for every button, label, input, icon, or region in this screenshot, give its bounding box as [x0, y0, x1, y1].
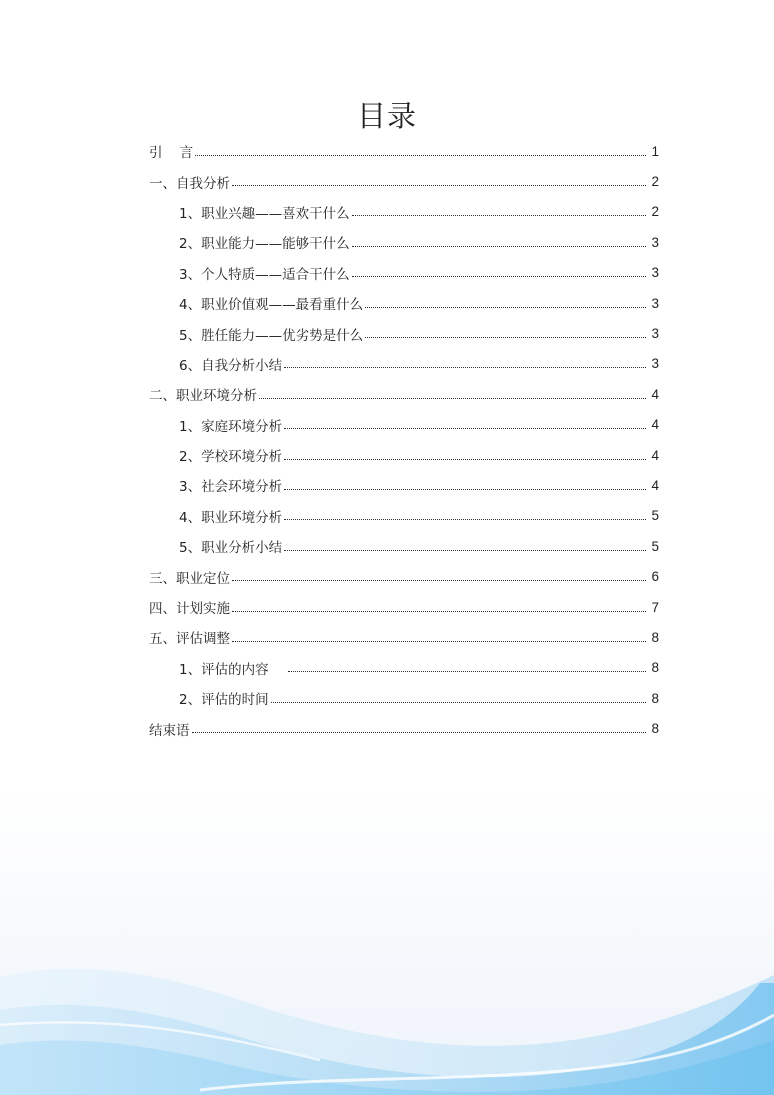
toc-entry-society[interactable] [149, 470, 659, 500]
dot-leader [271, 692, 646, 703]
dot-leader [284, 418, 646, 429]
toc-entry-label: 五、评估调整 [149, 631, 230, 648]
dot-leader [284, 357, 646, 368]
toc-entry-label: 二、职业环境分析 [149, 388, 257, 405]
toc-entry-eval-time[interactable] [149, 683, 659, 713]
dot-leader [195, 145, 646, 156]
decorative-wave [0, 955, 774, 1095]
table-of-contents [149, 136, 659, 744]
dot-leader [284, 509, 646, 520]
dot-leader [365, 297, 646, 308]
toc-entry-label: 5、职业分析小结 [179, 540, 283, 557]
toc-entry-competency[interactable] [149, 318, 659, 348]
toc-entry-school[interactable] [149, 440, 659, 470]
toc-entry-page: 7 [651, 599, 659, 615]
toc-entry-label: 1、评估的内容 [179, 661, 286, 678]
toc-entry-label: 5、胜任能力——优劣势是什么 [179, 327, 364, 344]
dot-leader [352, 236, 646, 247]
toc-entry-page: 6 [651, 569, 659, 585]
dot-leader [284, 479, 646, 490]
toc-entry-page: 8 [651, 690, 659, 706]
toc-entry-page: 4 [651, 477, 659, 493]
toc-entry-intro[interactable] [149, 136, 659, 166]
toc-entry-label: 结束语 [149, 722, 190, 739]
toc-entry-page: 5 [651, 538, 659, 554]
toc-entry-interest[interactable] [149, 197, 659, 227]
dot-leader [284, 449, 646, 460]
toc-entry-label: 2、职业能力——能够干什么 [179, 236, 350, 253]
toc-entry-eval-content[interactable] [149, 653, 659, 683]
toc-entry-page: 3 [651, 326, 659, 342]
toc-entry-label: 2、评估的时间 [179, 692, 269, 709]
toc-entry-page: 2 [651, 204, 659, 220]
toc-entry-page: 3 [651, 234, 659, 250]
toc-entry-label: 6、自我分析小结 [179, 357, 283, 374]
toc-entry-self-analysis[interactable] [149, 166, 659, 196]
dot-leader [365, 327, 646, 338]
toc-entry-values[interactable] [149, 288, 659, 318]
toc-entry-label: 3、社会环境分析 [179, 479, 283, 496]
toc-entry-label: 四、计划实施 [149, 601, 230, 618]
toc-entry-page: 8 [651, 660, 659, 676]
toc-entry-plan[interactable] [149, 592, 659, 622]
toc-entry-page: 3 [651, 265, 659, 281]
toc-entry-conclusion[interactable] [149, 713, 659, 743]
toc-entry-label: 引 言 [149, 145, 194, 162]
toc-entry-traits[interactable] [149, 258, 659, 288]
dot-leader [232, 175, 646, 186]
dot-leader [232, 570, 646, 581]
toc-entry-environment[interactable] [149, 379, 659, 409]
toc-entry-page: 3 [651, 356, 659, 372]
dot-leader [232, 631, 646, 642]
dot-leader [259, 388, 646, 399]
dot-leader [288, 661, 646, 672]
toc-entry-positioning[interactable] [149, 561, 659, 591]
toc-entry-label: 2、学校环境分析 [179, 449, 283, 466]
toc-entry-page: 5 [651, 508, 659, 524]
toc-entry-page: 3 [651, 295, 659, 311]
dot-leader [232, 601, 646, 612]
toc-entry-page: 4 [651, 417, 659, 433]
toc-entry-label: 1、职业兴趣——喜欢干什么 [179, 205, 350, 222]
toc-entry-page: 4 [651, 447, 659, 463]
dot-leader [192, 722, 647, 733]
toc-entry-label: 3、个人特质——适合干什么 [179, 266, 350, 283]
toc-entry-evaluation[interactable] [149, 622, 659, 652]
toc-entry-ability[interactable] [149, 227, 659, 257]
toc-entry-career-summary[interactable] [149, 531, 659, 561]
toc-entry-label: 三、职业定位 [149, 570, 230, 587]
toc-entry-label: 一、自我分析 [149, 175, 230, 192]
toc-entry-label: 4、职业价值观——最看重什么 [179, 297, 364, 314]
dot-leader [352, 205, 646, 216]
toc-entry-page: 8 [651, 629, 659, 645]
toc-entry-label: 4、职业环境分析 [179, 509, 283, 526]
toc-entry-career-env[interactable] [149, 501, 659, 531]
toc-entry-page: 4 [651, 386, 659, 402]
toc-entry-label: 1、家庭环境分析 [179, 418, 283, 435]
toc-entry-self-summary[interactable] [149, 349, 659, 379]
toc-entry-family[interactable] [149, 410, 659, 440]
toc-entry-page: 8 [651, 721, 659, 737]
toc-entry-page: 1 [651, 143, 659, 159]
dot-leader [284, 540, 646, 551]
page-title: 目录 [356, 99, 417, 133]
dot-leader [352, 266, 646, 277]
toc-entry-page: 2 [651, 174, 659, 190]
